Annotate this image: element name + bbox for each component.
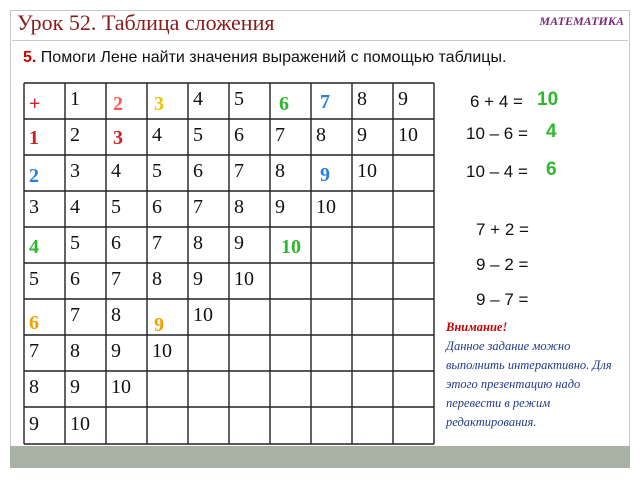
hint-cell-3[interactable]: 3 [113, 127, 123, 149]
table-cell: 8 [70, 340, 80, 362]
answer-1[interactable]: 10 [537, 89, 559, 110]
table-cell: 9 [70, 376, 80, 398]
table-cell: 6 [234, 124, 244, 146]
table-cell: 9 [275, 196, 285, 218]
table-cell: 5 [70, 232, 80, 254]
table-cell: 5 [29, 268, 39, 290]
table-cell: 8 [29, 376, 39, 398]
table-cell: 4 [70, 196, 80, 218]
hint-cell-9[interactable]: 9 [320, 164, 330, 186]
expression-2: 10 – 6 = [466, 124, 528, 143]
table-cell: 9 [234, 232, 244, 254]
table-cell: 8 [193, 232, 203, 254]
table-cell: 6 [111, 232, 121, 254]
table-cell: 10 [234, 268, 254, 290]
expression-6: 9 – 7 = [476, 290, 529, 309]
table-cell: 7 [193, 196, 203, 218]
lesson-title: Урок 52. Таблица сложения [17, 10, 275, 35]
table-cell: 7 [70, 304, 80, 326]
table-cell: 6 [193, 160, 203, 182]
expression-1: 6 + 4 = [470, 92, 523, 111]
expression-3: 10 – 4 = [466, 162, 528, 181]
expression-4: 7 + 2 = [476, 220, 529, 239]
task-number: 5. [23, 49, 37, 66]
hint-left-1[interactable]: 1 [29, 127, 39, 149]
hint-top-2[interactable]: 2 [113, 93, 123, 115]
table-cell: 10 [316, 196, 336, 218]
table-cell: 8 [152, 268, 162, 290]
hint-top-3[interactable]: 3 [154, 93, 164, 115]
table-cell: 8 [111, 304, 121, 326]
table-header-cell: 4 [193, 88, 203, 110]
table-cell: 10 [193, 304, 213, 326]
table-cell: 2 [70, 124, 80, 146]
hint-left-2[interactable]: 2 [29, 165, 39, 187]
table-cell: 5 [152, 160, 162, 182]
table-cell: 3 [70, 160, 80, 182]
table-cell: 7 [152, 232, 162, 254]
table-cell: 5 [111, 196, 121, 218]
table-cell: 7 [234, 160, 244, 182]
table-cell: 9 [193, 268, 203, 290]
table-cell: 8 [316, 124, 326, 146]
table-header-cell: 8 [357, 88, 367, 110]
table-cell: 10 [398, 124, 418, 146]
hint-left-6[interactable]: 6 [29, 312, 39, 334]
hint-top-6[interactable]: 6 [279, 93, 289, 115]
hint-top-7[interactable]: 7 [320, 91, 330, 113]
note-body: Данное задание можно выполнить интерактивно. Для этого презентацию надо перевести в режим редактирования. [446, 339, 612, 429]
table-header-cell: 9 [398, 88, 408, 110]
table-cell: 9 [357, 124, 367, 146]
hint-left-4[interactable]: 4 [29, 236, 39, 258]
table-cell: 10 [70, 413, 90, 435]
table-cell: 7 [29, 340, 39, 362]
table-cell: 5 [193, 124, 203, 146]
table-cell: 7 [275, 124, 285, 146]
hint-cell-9-orange[interactable]: 9 [154, 314, 164, 336]
hint-cell-10[interactable]: 10 [281, 236, 301, 258]
table-cell: 6 [70, 268, 80, 290]
table-header-cell: 5 [234, 88, 244, 110]
table-cell: 10 [152, 340, 172, 362]
subject-label: МАТЕМАТИКА [539, 14, 624, 28]
table-cell: 4 [111, 160, 121, 182]
table-cell: 6 [152, 196, 162, 218]
table-header-cell: 1 [70, 88, 80, 110]
answer-2[interactable]: 4 [546, 121, 557, 142]
attention-note [446, 318, 628, 432]
table-cell: 7 [111, 268, 121, 290]
table-cell: 9 [29, 413, 39, 435]
table-cell: 10 [111, 376, 131, 398]
table-cell: 4 [152, 124, 162, 146]
answer-3[interactable]: 6 [546, 159, 557, 180]
task-text: Помоги Лене найти значения выражений с помощью таблицы. [40, 49, 507, 66]
table-cell: 3 [29, 196, 39, 218]
plus-sign: + [29, 93, 41, 115]
expression-5: 9 – 2 = [476, 255, 529, 274]
table-cell: 10 [357, 160, 377, 182]
table-cell: 9 [111, 340, 121, 362]
table-cell: 8 [234, 196, 244, 218]
note-heading: Внимание! [446, 320, 508, 334]
table-cell: 8 [275, 160, 285, 182]
